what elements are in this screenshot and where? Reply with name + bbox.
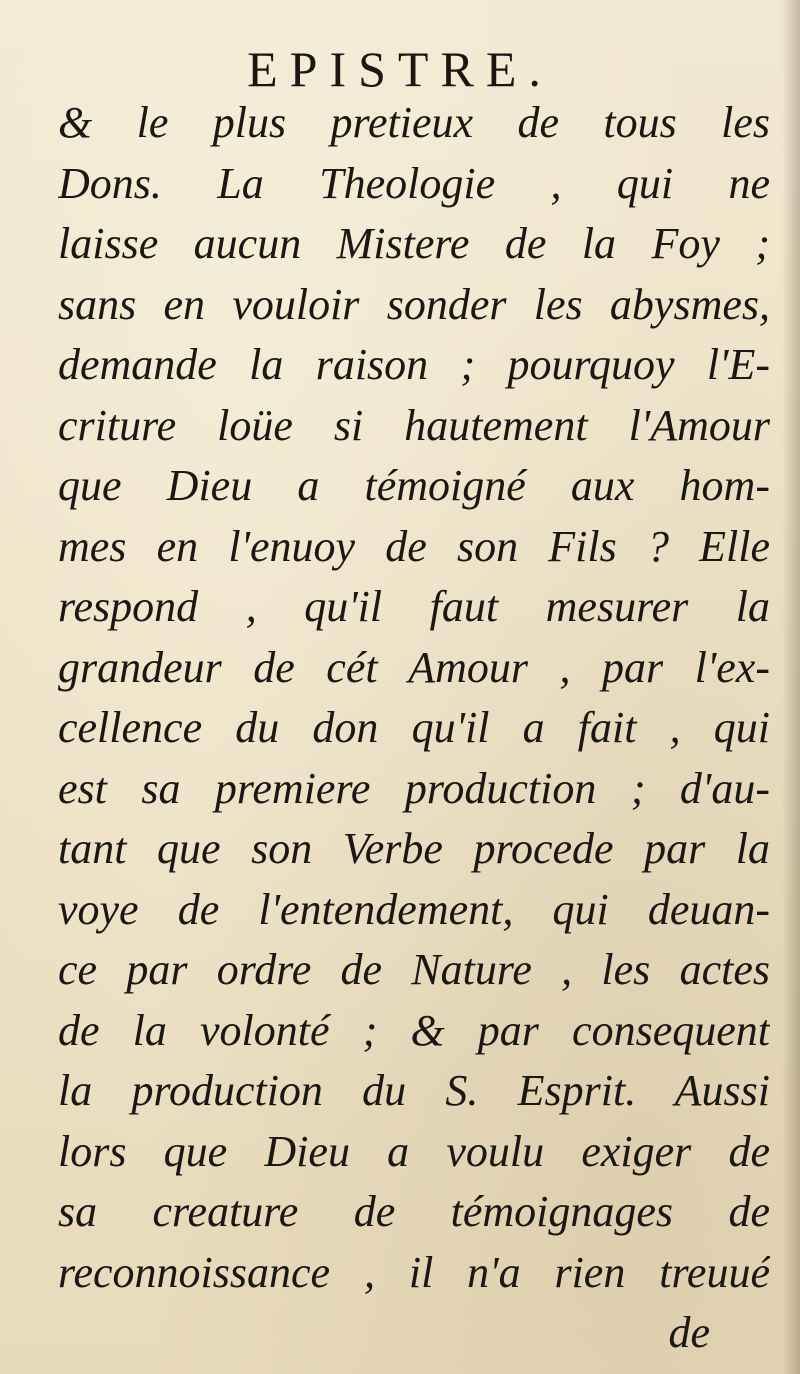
text-line: & le plus pretieux de tous les <box>58 98 770 147</box>
text-line: que Dieu a témoigné aux hom- <box>58 461 770 510</box>
text-line: ce par ordre de Nature , les actes <box>58 945 770 994</box>
text-line: grandeur de cét Amour , par l'ex- <box>58 642 770 692</box>
text-line: cellence du don qu'il a fait , qui <box>58 703 770 752</box>
text-line: de la volonté ; & par consequent <box>58 1005 770 1055</box>
text-line: respond , qu'il faut mesurer la <box>58 582 770 631</box>
text-line: sans en vouloir sonder les abysmes, <box>58 279 770 329</box>
text-line: est sa premiere production ; d'au- <box>58 763 770 813</box>
text-line: Dons. La Theologie , qui ne <box>58 158 770 208</box>
text-line: lors que Dieu a voulu exiger de <box>58 1126 770 1176</box>
text-line: mes en l'enuoy de son Fils ? Elle <box>58 521 770 571</box>
text-line: demande la raison ; pourquoy l'E- <box>58 340 770 389</box>
text-line: sa creature de témoignages de <box>58 1187 770 1236</box>
catchword: de <box>668 1308 710 1357</box>
body-text <box>58 93 770 1364</box>
text-line: criture loüe si hautement l'Amour <box>58 400 770 450</box>
text-line: la production du S. Esprit. Aussi <box>58 1066 770 1115</box>
running-head: EPISTRE. <box>247 41 553 97</box>
text-line: voye de l'entendement, qui deuan- <box>58 884 770 934</box>
text-line: reconnoissance , il n'a rien treuué <box>58 1247 770 1297</box>
text-line: laisse aucun Mistere de la Foy ; <box>58 219 770 268</box>
text-line: tant que son Verbe procede par la <box>58 824 770 873</box>
